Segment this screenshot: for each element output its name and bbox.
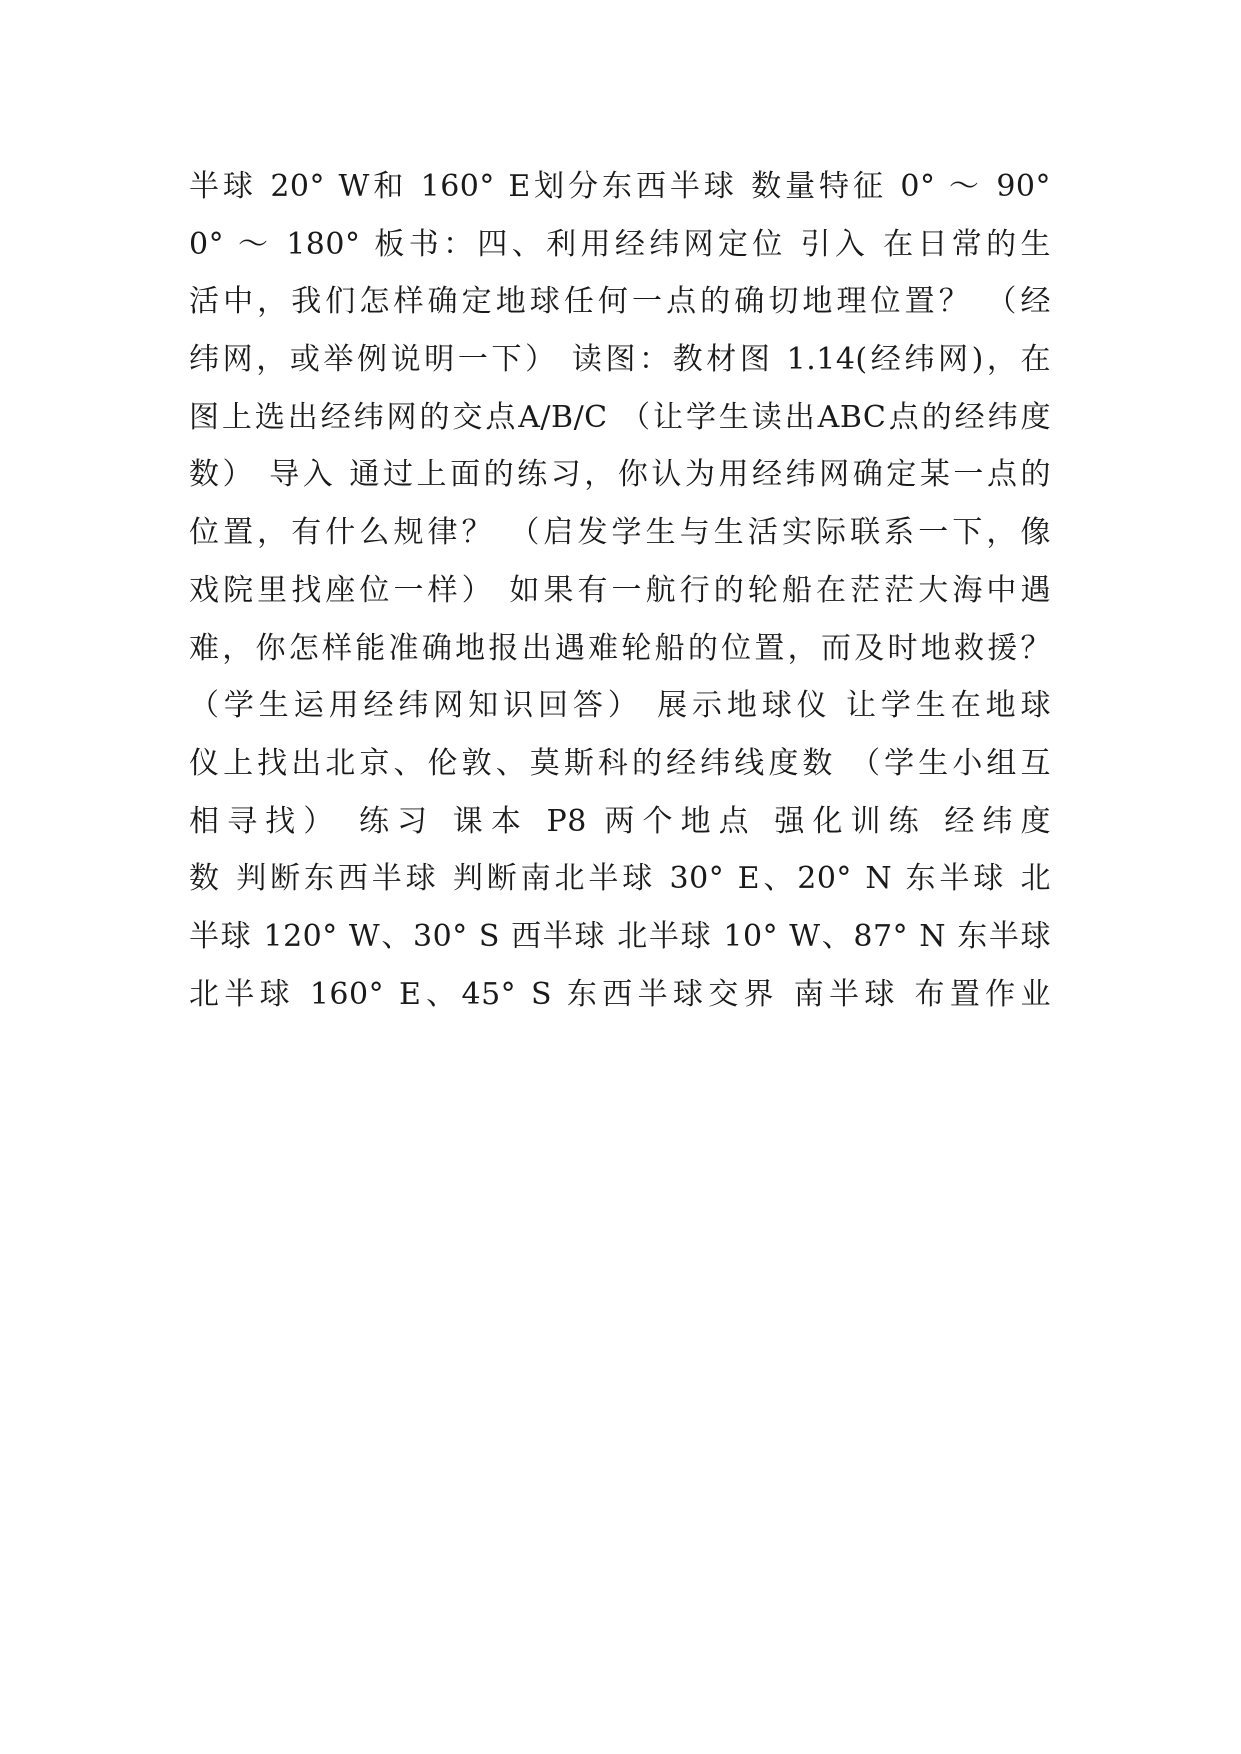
text-line: 数 判断东西半球 判断南北半球 30° E、20° N 东半球 北 <box>189 861 1051 897</box>
text-line: 半球 20° W和 160° E划分东西半球 数量特征 0° ～ 90° <box>189 169 1051 204</box>
text-line: 北半球 160° E、45° S 东西半球交界 南半球 布置作业 <box>189 976 1051 1012</box>
text-line: 难，你怎样能准确地报出遇难轮船的位置，而及时地救援？ <box>189 630 1051 666</box>
text-line: 纬网，或举例说明一下） 读图：教材图 1.14(经纬网)，在 <box>189 342 1051 378</box>
text-line: 半球 120° W、30° S 西半球 北半球 10° W、87° N 东半球 <box>189 918 1051 954</box>
text-line: 相寻找） 练习 课本 P8 两个地点 强化训练 经纬度 <box>189 803 1051 839</box>
text-line: 位置，有什么规律？ （启发学生与生活实际联系一下，像 <box>189 515 1051 551</box>
text-line: 戏院里找座位一样） 如果有一航行的轮船在茫茫大海中遇 <box>189 572 1051 608</box>
text-line: 0° ～ 180° 板书：四、利用经纬网定位 引入 在日常的生 <box>189 226 1051 262</box>
text-line: （学生运用经纬网知识回答） 展示地球仪 让学生在地球 <box>189 688 1051 724</box>
text-line: 仪上找出北京、伦敦、莫斯科的经纬线度数 （学生小组互 <box>189 745 1051 781</box>
text-line: 数） 导入 通过上面的练习，你认为用经纬网确定某一点的 <box>189 457 1051 493</box>
text-line: 图上选出经纬网的交点A/B/C （让学生读出ABC点的经纬度 <box>189 399 1051 435</box>
body-text <box>189 158 1051 1023</box>
text-line: 活中，我们怎样确定地球任何一点的确切地理位置？ （经 <box>189 284 1051 320</box>
